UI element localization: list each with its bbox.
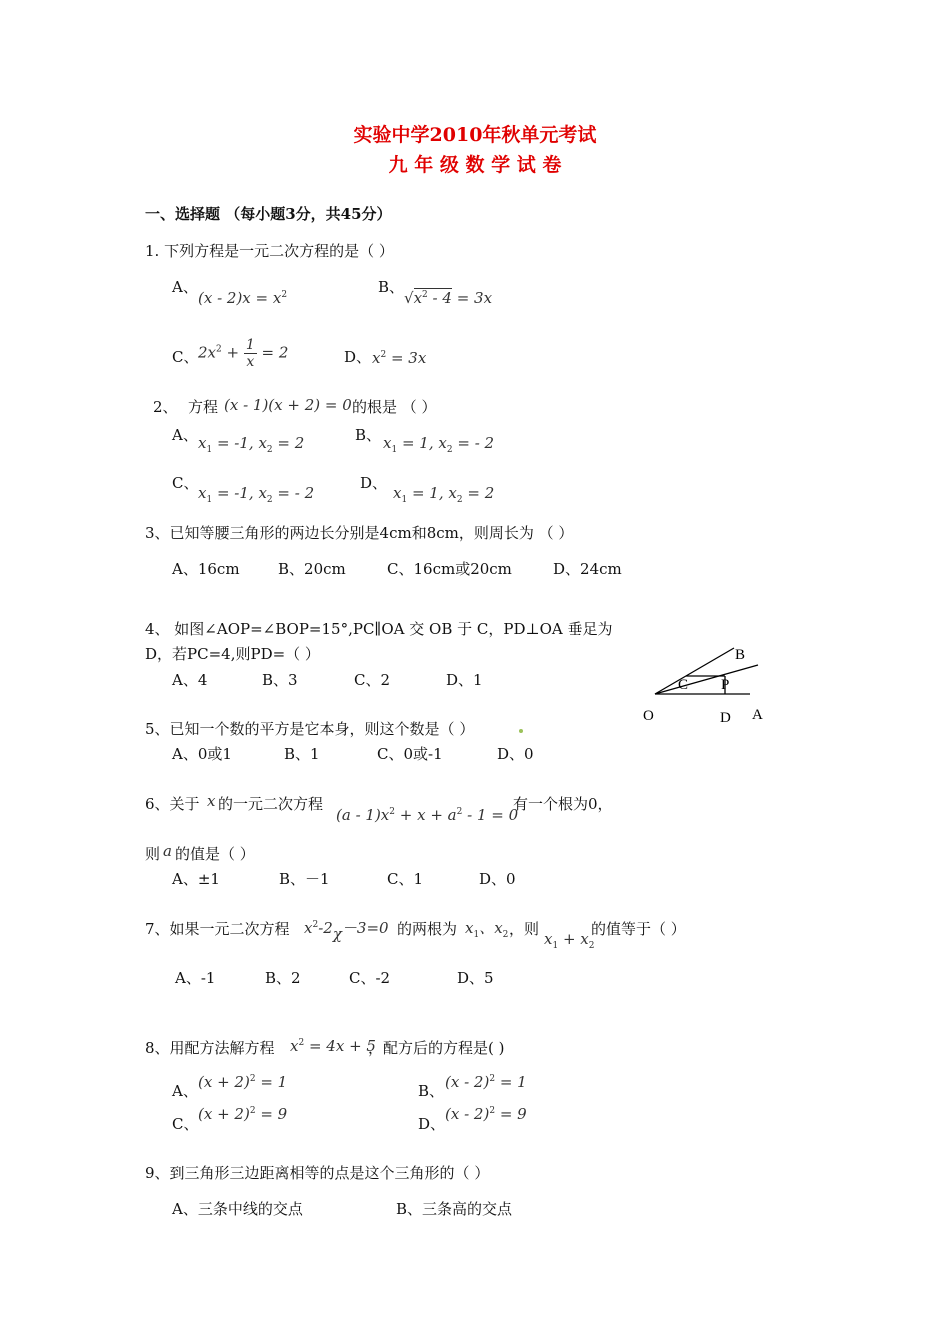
question-6-line2-prefix: 则: [145, 845, 161, 863]
label-o: O: [643, 708, 654, 724]
q4-option-b: B、3: [262, 671, 298, 689]
q1-option-b-formula: $√x^2 - 4 = 3x$: [404, 289, 493, 307]
label-c: C: [678, 677, 689, 693]
q3-option-b: B、20cm: [278, 560, 346, 578]
q7-option-c: C、-2: [349, 969, 391, 987]
question-6-equation: $(a - 1)x^2 + x + a^2 - 1 = 0$: [336, 806, 519, 824]
question-3-stem: 3、已知等腰三角形的两边长分别是4cm和8cm，则周长为 （ ）: [145, 524, 574, 542]
question-4-stem-line2: D，若PC=4,则PD=（ ）: [145, 645, 320, 663]
q2-option-c-label: C、: [172, 474, 199, 492]
question-6-stem-prefix: 6、关于: [145, 795, 200, 813]
question-7-expr: $x_1 + x_2$: [544, 930, 595, 951]
q6-option-c: C、1: [387, 870, 424, 888]
q8-option-d-label: D、: [418, 1115, 446, 1133]
question-8-equation: $x^2 = 4x + 5$: [290, 1037, 376, 1055]
question-1-stem: 1. 下列方程是一元二次方程的是（ ）: [145, 242, 394, 260]
q2-option-b-formula: $x_1 = 1$, $x_2$ = - 2: [383, 434, 495, 455]
label-d: D: [720, 710, 731, 726]
q6-option-d: D、0: [479, 870, 516, 888]
q1-option-a-label: A、: [172, 278, 198, 296]
q8-option-b-label: B、: [418, 1082, 445, 1100]
question-6-line2-suffix: 的值是（ ）: [175, 845, 255, 863]
question-2-stem-suffix: 的根是 （ ）: [352, 398, 437, 416]
question-6-stem-suffix: 有一个根为0，: [513, 795, 613, 813]
q4-option-d: D、1: [446, 671, 483, 689]
q6-option-a: A、±1: [172, 870, 220, 888]
exam-title-line1: 实验中学2010年秋单元考试: [353, 124, 597, 146]
q8-option-d-formula: (x - 2)$^2$ = 9: [445, 1105, 527, 1123]
question-5-stem: 5、已知一个数的平方是它本身，则这个数是（ ）: [145, 720, 475, 738]
question-8-stem-suffix: ，配方后的方程是( ): [368, 1039, 505, 1057]
label-p: P: [721, 677, 730, 693]
q2-option-c-formula: $x_1 = -1$, $x_2$ = - 2: [198, 484, 315, 505]
question-2-stem-prefix: 方程: [188, 398, 219, 416]
stray-mark: [519, 729, 523, 733]
q2-option-a-formula: $x_1 = -1$, $x_2 = 2$: [198, 434, 305, 455]
q1-option-b-label: B、: [378, 278, 405, 296]
question-2-number: 2、: [153, 398, 178, 416]
section-heading: 一、选择题 （每小题3分，共45分）: [145, 205, 392, 223]
q3-option-c: C、16cm或20cm: [387, 560, 512, 578]
q8-option-b-formula: (x - 2)$^2$ = 1: [445, 1073, 527, 1091]
q5-option-c: C、0或-1: [377, 745, 443, 763]
label-b: B: [735, 647, 746, 663]
q8-option-c-formula: $(x + 2)^2 = 9$: [198, 1105, 288, 1123]
question-6-var-a: a: [163, 842, 172, 860]
q5-option-a: A、0或1: [172, 745, 232, 763]
q7-option-b: B、2: [265, 969, 301, 987]
q7-option-a: A、-1: [175, 969, 216, 987]
q5-option-d: D、0: [497, 745, 534, 763]
q2-option-d-label: D、: [360, 474, 388, 492]
q1-option-c-label: C、: [172, 348, 199, 366]
question-4-stem-line1: 4、 如图∠AOP=∠BOP=15°,PC∥OA 交 OB 于 C，PD⊥OA 垂足为: [145, 620, 613, 638]
q4-angle-figure: [630, 636, 780, 736]
ray-op: [655, 665, 758, 694]
q4-option-c: C、2: [354, 671, 391, 689]
q3-option-d: D、24cm: [553, 560, 622, 578]
question-2-equation: (x - 1)(x + 2) = 0: [224, 396, 352, 414]
question-6-var-x: x: [207, 792, 216, 810]
question-8-stem-prefix: 8、用配方法解方程: [145, 1039, 275, 1057]
q8-option-c-label: C、: [172, 1115, 199, 1133]
question-7-equation: $x^2-2\chi-3=0$: [304, 919, 389, 943]
q6-option-b: B、－1: [279, 870, 330, 888]
q5-option-b: B、1: [284, 745, 320, 763]
q8-option-a-formula: $(x + 2)^2 = 1$: [198, 1073, 288, 1091]
q7-option-d: D、5: [457, 969, 494, 987]
question-7-stem-mid2: ，则: [509, 920, 540, 938]
q1-option-d-formula: $x^2 = 3x$: [372, 349, 427, 367]
q2-option-a-label: A、: [172, 426, 198, 444]
q1-option-d-label: D、: [344, 348, 372, 366]
q8-option-a-label: A、: [172, 1082, 198, 1100]
q1-option-a-formula: $(x - 2)x = x^2$: [198, 289, 288, 307]
q2-option-d-formula: $x_1 = 1$, $x_2 = 2$: [393, 484, 495, 505]
question-6-stem-mid: 的一元二次方程: [218, 795, 324, 813]
q3-option-a: A、16cm: [172, 560, 240, 578]
question-7-stem-mid: 的两根为: [397, 920, 458, 938]
question-7-stem-suffix: 的值等于（ ）: [591, 920, 686, 938]
question-7-roots: $x_1$、$x_2$: [465, 919, 509, 940]
q2-option-b-label: B、: [355, 426, 382, 444]
question-7-stem-prefix: 7、如果一元二次方程: [145, 920, 290, 938]
q9-option-a: A、三条中线的交点: [172, 1200, 303, 1218]
exam-title-line2: 九 年 级 数 学 试 卷: [388, 154, 562, 176]
label-a: A: [752, 707, 763, 723]
q1-option-c-formula: $2x^2$ + $\frac{1}{x}$ = 2: [198, 337, 289, 370]
question-9-stem: 9、到三角形三边距离相等的点是这个三角形的（ ）: [145, 1164, 490, 1182]
q9-option-b: B、三条高的交点: [396, 1200, 513, 1218]
q4-option-a: A、4: [172, 671, 208, 689]
